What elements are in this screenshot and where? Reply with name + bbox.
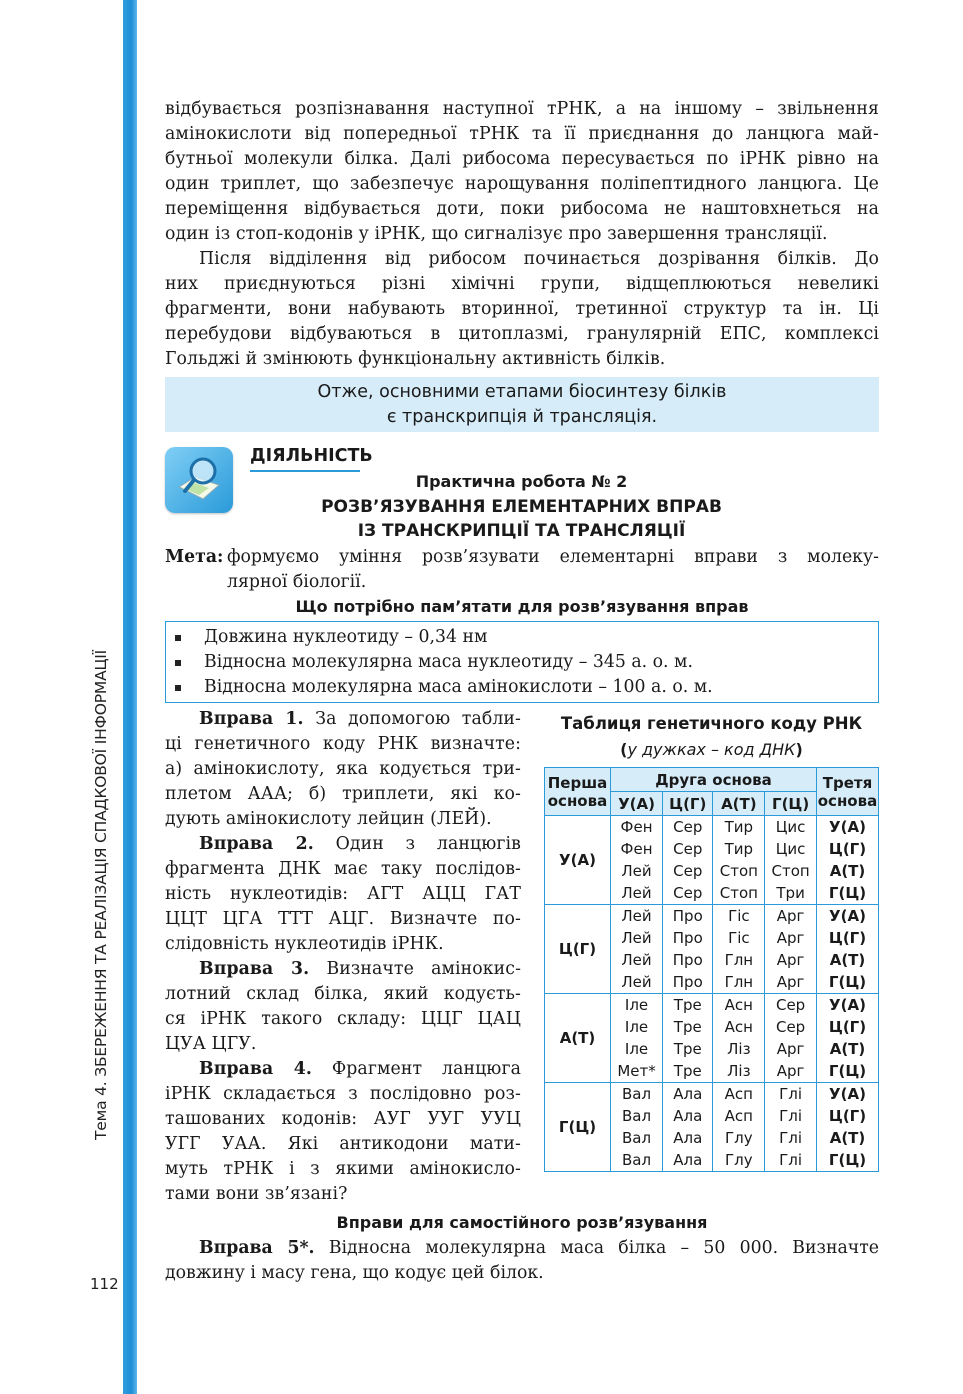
amino-acid: Мет* (617, 1062, 656, 1080)
amino-acid: Арг (776, 1040, 805, 1058)
exercise-3 (165, 957, 521, 982)
amino-acid-cell (611, 816, 663, 905)
text-line: Фрагмент ланцюга (331, 1059, 522, 1079)
text-line: слідовність нуклеотидів іРНК. (165, 934, 444, 954)
text-line: ЦЦТ ЦГА ТТТ АЦГ. Визначте по- (165, 909, 521, 929)
amino-acid: Про (672, 951, 703, 969)
amino-acid: Арг (776, 951, 805, 969)
remember-box (165, 621, 879, 703)
text-line: них приєднуються різні хімічні групи, відщеплюються невеликі (165, 274, 879, 294)
amino-acid: Глн (724, 951, 754, 969)
exercise-4 (165, 1057, 521, 1082)
amino-acid-cell (713, 994, 765, 1083)
amino-acid: Про (672, 973, 703, 991)
amino-acid: Асн (724, 1018, 753, 1036)
amino-acid: Асп (724, 1085, 753, 1103)
amino-acid-cell (663, 994, 713, 1083)
third-base: Г(Ц) (828, 973, 867, 991)
exercise-1 (165, 707, 521, 732)
text-line: ся іРНК такого складу: ЦЦГ ЦАЦ (165, 1009, 521, 1029)
amino-acid: Стоп (771, 862, 810, 880)
amino-acid: Стоп (719, 862, 758, 880)
header-second-base: Друга основа (611, 768, 817, 792)
amino-acid: Глі (779, 1107, 803, 1125)
amino-acid: Лей (621, 929, 652, 947)
subtitle-text: у дужках – код ДНК (627, 740, 796, 759)
text-line: фрагмента ДНК має таку послідов- (165, 859, 521, 879)
text-line: УГГ УАА. Які антикодони мати- (165, 1134, 521, 1154)
table-row (545, 994, 879, 1083)
third-base: Ц(Г) (828, 929, 867, 947)
amino-acid: Сер (673, 818, 703, 836)
amino-acid: Сер (775, 1018, 806, 1036)
amino-acid: Іле (624, 1040, 649, 1058)
amino-acid-cell (713, 905, 765, 994)
amino-acid: Лей (621, 973, 652, 991)
text-line: перебудови відбуваються в цитоплазмі, гранулярній ЕПС, комплексі (165, 324, 879, 344)
table-row (545, 816, 879, 905)
third-base: А(Т) (829, 951, 866, 969)
third-base: А(Т) (829, 862, 866, 880)
amino-acid: Глі (779, 1129, 803, 1147)
amino-acid-cell (663, 1083, 713, 1172)
third-base: Г(Ц) (828, 1151, 867, 1169)
remember-item: Відносна молекулярна маса нуклеотиду – 345 а. о. м. (166, 650, 878, 675)
activity-label: ДІЯЛЬНІСТЬ (250, 446, 373, 466)
amino-acid: Цис (775, 840, 806, 858)
exercises-column (165, 707, 521, 1207)
third-base-cell (817, 1083, 879, 1172)
exercise-2 (165, 832, 521, 857)
header-third-base (817, 768, 879, 816)
third-base: Г(Ц) (828, 884, 867, 902)
amino-acid: Вал (621, 1107, 652, 1125)
text-line: За допомогою табли- (315, 709, 521, 729)
amino-acid: Лей (621, 907, 652, 925)
text-line: Визначте амінокис- (326, 959, 522, 979)
practical-title: Практична робота № 2 (415, 472, 628, 491)
text-line: Один з ланцюгів (335, 834, 521, 854)
remember-item: Довжина нуклеотиду – 0,34 нм (166, 625, 878, 650)
code-table-title: Таблиця генетичного коду РНК (560, 714, 863, 733)
third-base-cell (817, 994, 879, 1083)
text-line: ність нуклеотидів: АГТ АЦЦ ГАТ (165, 884, 521, 904)
third-base: У(А) (829, 907, 866, 925)
practical-subtitle: РОЗВ’ЯЗУВАННЯ ЕЛЕМЕНТАРНИХ ВПРАВ (321, 497, 722, 517)
text-line: ташованих кодонів: АУГ УУГ УУЦ (165, 1109, 521, 1129)
amino-acid: Цис (775, 818, 806, 836)
exercise-label: Вправа 4. (199, 1059, 312, 1079)
text-line: Відносна молекулярна маса білка – 50 000. Визначте (328, 1238, 879, 1258)
header-text: основа (547, 791, 608, 810)
third-base: Ц(Г) (828, 840, 867, 858)
magnifier-map-icon (165, 447, 233, 513)
amino-acid: Асп (724, 1107, 753, 1125)
amino-acid: Про (672, 929, 703, 947)
amino-acid: Глі (779, 1085, 803, 1103)
second-base: Г(Ц) (765, 792, 817, 816)
amino-acid-cell (765, 816, 817, 905)
amino-acid: Глі (779, 1151, 803, 1169)
third-base: У(А) (829, 996, 866, 1014)
amino-acid: Арг (776, 929, 805, 947)
amino-acid-cell (713, 816, 765, 905)
exercise-label: Вправа 3. (199, 959, 310, 979)
second-base: У(А) (611, 792, 663, 816)
paren: ( (620, 740, 628, 759)
amino-acid: Арг (776, 1062, 805, 1080)
text-line: лотний склад білка, який кодуєть- (165, 984, 521, 1004)
text-line: іРНК складається з послідовно роз- (165, 1084, 521, 1104)
amino-acid-cell (713, 1083, 765, 1172)
amino-acid: Вал (621, 1151, 652, 1169)
amino-acid: Вал (621, 1129, 652, 1147)
amino-acid: Тре (673, 996, 702, 1014)
paren: ) (795, 740, 803, 759)
amino-acid: Гіс (728, 907, 750, 925)
amino-acid: Сер (775, 996, 806, 1014)
amino-acid: Лей (621, 951, 652, 969)
first-base-cell: А(Т) (545, 994, 611, 1083)
header-text: Перша (547, 773, 608, 792)
remember-item: Відносна молекулярна маса амінокислоти – 100 а. о. м. (166, 675, 878, 700)
amino-acid: Глу (725, 1129, 753, 1147)
amino-acid: Тре (673, 1040, 702, 1058)
third-base-cell (817, 905, 879, 994)
amino-acid: Тир (724, 818, 754, 836)
second-base: Ц(Г) (663, 792, 713, 816)
text-line: ЦУА ЦГУ. (165, 1034, 257, 1054)
first-base-cell: Г(Ц) (545, 1083, 611, 1172)
amino-acid: Лей (621, 884, 652, 902)
summary-line: Отже, основними етапами біосинтезу білків (317, 382, 727, 402)
table-row (545, 1083, 879, 1172)
chapter-side-title: Тема 4. ЗБЕРЕЖЕННЯ ТА РЕАЛІЗАЦІЯ СПАДКОВОЇ ІНФОРМАЦІЇ (92, 649, 110, 1140)
first-base-cell: Ц(Г) (545, 905, 611, 994)
amino-acid-cell (611, 1083, 663, 1172)
amino-acid-cell (765, 994, 817, 1083)
amino-acid: Іле (624, 996, 649, 1014)
text-line (165, 1236, 879, 1261)
page-number: 112 (90, 1275, 119, 1293)
amino-acid: Ліз (727, 1040, 751, 1058)
text-line: довжину і масу гена, що кодує цей білок. (165, 1263, 544, 1283)
second-base: А(Т) (713, 792, 765, 816)
first-base-cell: У(А) (545, 816, 611, 905)
amino-acid: Тре (673, 1018, 702, 1036)
amino-acid: Тир (724, 840, 754, 858)
practical-subtitle: ІЗ ТРАНСКРИПЦІЇ ТА ТРАНСЛЯЦІЇ (357, 521, 686, 541)
amino-acid-cell (611, 905, 663, 994)
amino-acid: Асн (724, 996, 753, 1014)
amino-acid: Три (776, 884, 805, 902)
amino-acid: Арг (776, 973, 805, 991)
text-line: дують амінокислоту лейцин (ЛЕЙ). (165, 809, 492, 829)
amino-acid: Ліз (727, 1062, 751, 1080)
paragraph-2 (165, 247, 879, 372)
amino-acid: Фен (620, 818, 653, 836)
amino-acid: Вал (621, 1085, 652, 1103)
paragraph-1 (165, 97, 879, 247)
third-base: Г(Ц) (828, 1062, 867, 1080)
third-base: У(А) (829, 1085, 866, 1103)
amino-acid: Ала (673, 1129, 703, 1147)
summary-box (165, 377, 879, 432)
text-line: плетом ААА; б) триплети, які ко- (165, 784, 521, 804)
text-line: а) амінокислоту, яка кодується три- (165, 759, 521, 779)
amino-acid: Ала (673, 1107, 703, 1125)
text-line: переміщення відбувається доти, поки рибосома не наштовхнеться на (165, 199, 879, 219)
goal-text (227, 545, 879, 595)
amino-acid-cell (663, 816, 713, 905)
text-line: один триплет, що забезпечує нарощування поліпептидного ланцюга. Це (165, 174, 879, 194)
amino-acid: Ала (673, 1085, 703, 1103)
third-base: Ц(Г) (828, 1107, 867, 1125)
table-row (545, 905, 879, 994)
amino-acid: Про (672, 907, 703, 925)
amino-acid: Арг (776, 907, 805, 925)
summary-line: є транскрипція й трансляція. (386, 407, 658, 427)
text-line: відбувається розпізнавання наступної тРНК, а на іншому – звільнення (165, 99, 879, 119)
page-margin (0, 0, 85, 1394)
side-color-stripe (123, 0, 137, 1394)
self-study-title: Вправи для самостійного розв’язування (336, 1213, 708, 1232)
text-line: формуємо уміння розв’язувати елементарні вправи з молеку- (227, 547, 879, 567)
goal-label: Мета: (165, 547, 224, 567)
third-base: Ц(Г) (828, 1018, 867, 1036)
exercise-label: Вправа 2. (199, 834, 314, 854)
amino-acid: Гіс (728, 929, 750, 947)
amino-acid: Глу (725, 1151, 753, 1169)
amino-acid-cell (765, 1083, 817, 1172)
header-text: основа (817, 791, 878, 810)
third-base: А(Т) (829, 1129, 866, 1147)
amino-acid: Стоп (719, 884, 758, 902)
amino-acid: Глн (724, 973, 754, 991)
text-line: лярної біології. (227, 572, 367, 592)
exercise-5 (165, 1236, 879, 1286)
text-line: Після відділення від рибосом починається дозрівання білків. До (199, 249, 879, 269)
amino-acid: Сер (673, 840, 703, 858)
header-first-base (545, 768, 611, 816)
remember-title: Що потрібно пам’ятати для розв’язування вправ (295, 597, 749, 616)
exercise-label: Вправа 5*. (199, 1238, 315, 1258)
text-line: ці генетичного коду РНК визначте: (165, 734, 521, 754)
text-line: фрагменти, вони набувають вторинної, третинної структур та ін. Ці (165, 299, 879, 319)
exercise-label: Вправа 1. (199, 709, 304, 729)
amino-acid: Лей (621, 862, 652, 880)
amino-acid: Сер (673, 884, 703, 902)
text-line: Гольджі й змінюють функціональну активність білків. (165, 349, 666, 369)
amino-acid: Сер (673, 862, 703, 880)
header-text: Третя (822, 773, 873, 792)
amino-acid-cell (663, 905, 713, 994)
amino-acid: Іле (624, 1018, 649, 1036)
amino-acid-cell (765, 905, 817, 994)
code-table-subtitle (544, 740, 879, 759)
amino-acid-cell (611, 994, 663, 1083)
third-base-cell (817, 816, 879, 905)
text-line: муть тРНК і з якими амінокисло- (165, 1159, 521, 1179)
amino-acid: Тре (673, 1062, 702, 1080)
text-line: один із стоп-кодонів у іРНК, що сигналізує про завершення трансляції. (165, 224, 828, 244)
third-base: У(А) (829, 818, 866, 836)
genetic-code-table (544, 767, 879, 1172)
text-line: бутньої молекули білка. Далі рибосома пересувається по іРНК рівно на (165, 149, 879, 169)
third-base: А(Т) (829, 1040, 866, 1058)
text-line: амінокислоти від попередньої тРНК та її приєднання до ланцюга май- (165, 124, 879, 144)
intro-text (165, 97, 879, 372)
amino-acid: Фен (620, 840, 653, 858)
text-line: тами вони зв’язані? (165, 1184, 348, 1204)
amino-acid: Ала (673, 1151, 703, 1169)
